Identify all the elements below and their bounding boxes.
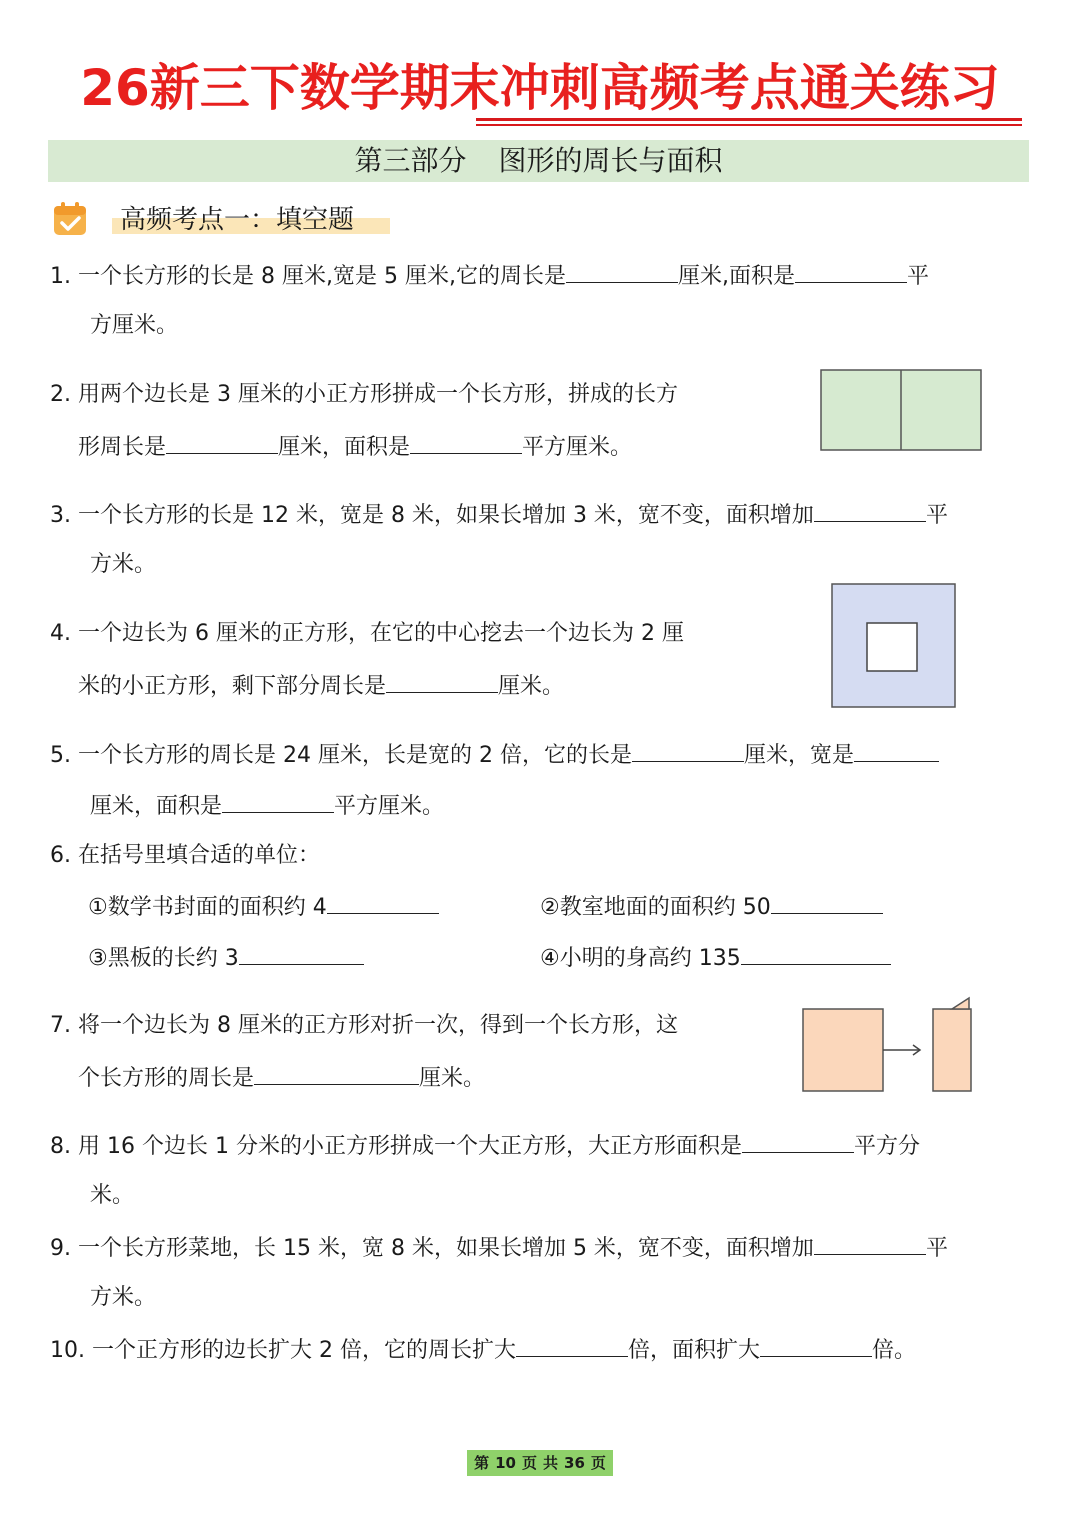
folding-square-figure bbox=[802, 994, 978, 1096]
answer-blank[interactable] bbox=[166, 431, 278, 454]
question-9-line-1: 9. 一个长方形菜地，长 15 米，宽 8 米，如果长增加 5 米，宽不变，面积增加 平 bbox=[50, 1232, 948, 1264]
answer-blank[interactable] bbox=[632, 739, 744, 762]
page-title bbox=[0, 52, 1080, 124]
question-1-line-2: 方厘米。 bbox=[90, 313, 179, 338]
question-10: 10. 一个正方形的边长扩大 2 倍，它的周长扩大 倍，面积扩大 倍。 bbox=[50, 1334, 916, 1366]
question-3-line-1: 3. 一个长方形的长是 12 米，宽是 8 米，如果长增加 3 米，宽不变，面积增加 平 bbox=[50, 499, 948, 531]
question-9-line-2: 方米。 bbox=[90, 1285, 157, 1310]
answer-blank[interactable] bbox=[741, 942, 891, 965]
current-page: 10 bbox=[495, 1454, 516, 1472]
question-6-item-1: ①数学书封面的面积约 4 bbox=[88, 891, 439, 923]
question-5-line-2: 厘米，面积是 平方厘米。 bbox=[90, 790, 444, 822]
question-4-line-2: 米的小正方形，剩下部分周长是 厘米。 bbox=[78, 670, 564, 702]
answer-blank[interactable] bbox=[760, 1334, 872, 1357]
question-2-line-1: 2. 用两个边长是 3 厘米的小正方形拼成一个长方形，拼成的长方 bbox=[50, 382, 678, 407]
answer-blank[interactable] bbox=[795, 260, 907, 283]
question-7-line-1: 7. 将一个边长为 8 厘米的正方形对折一次，得到一个长方形，这 bbox=[50, 1013, 678, 1038]
question-6-stem: 6. 在括号里填合适的单位： bbox=[50, 843, 320, 868]
question-8-line-2: 米。 bbox=[90, 1183, 135, 1208]
answer-blank[interactable] bbox=[254, 1062, 419, 1085]
answer-blank[interactable] bbox=[386, 670, 498, 693]
square-with-hole-figure bbox=[831, 583, 958, 710]
section-header bbox=[48, 140, 1029, 182]
answer-blank[interactable] bbox=[771, 891, 883, 914]
answer-blank[interactable] bbox=[327, 891, 439, 914]
answer-blank[interactable] bbox=[814, 1232, 926, 1255]
question-3-line-2: 方米。 bbox=[90, 552, 157, 577]
two-squares-figure bbox=[820, 369, 984, 453]
question-1-line-1: 1. 一个长方形的长是 8 厘米,宽是 5 厘米,它的周长是 厘米,面积是 平 bbox=[50, 260, 929, 292]
question-4-line-1: 4. 一个边长为 6 厘米的正方形，在它的中心挖去一个边长为 2 厘 bbox=[50, 621, 684, 646]
question-6-item-2: ②教室地面的面积约 50 bbox=[540, 891, 883, 923]
question-6-item-3: ③黑板的长约 3 bbox=[88, 942, 364, 974]
answer-blank[interactable] bbox=[566, 260, 678, 283]
calendar-check-icon bbox=[52, 201, 88, 237]
answer-blank[interactable] bbox=[516, 1334, 628, 1357]
answer-blank[interactable] bbox=[239, 942, 364, 965]
title-part-2: 期末冲刺高频考点通关练习 bbox=[399, 59, 1000, 117]
question-5-line-1: 5. 一个长方形的周长是 24 厘米，长是宽的 2 倍，它的长是 厘米，宽是 bbox=[50, 739, 939, 771]
answer-blank[interactable] bbox=[410, 431, 522, 454]
answer-blank[interactable] bbox=[814, 499, 926, 522]
page-number-badge: 第 10 页 共 36 页 bbox=[467, 1450, 613, 1476]
title-underline-second bbox=[476, 124, 1022, 126]
question-7-line-2: 个长方形的周长是 厘米。 bbox=[78, 1062, 485, 1094]
question-6-item-4: ④小明的身高约 135 bbox=[540, 942, 891, 974]
answer-blank[interactable] bbox=[854, 739, 939, 762]
answer-blank[interactable] bbox=[222, 790, 334, 813]
title-part-1: 26新三下数学 bbox=[80, 59, 400, 117]
answer-blank[interactable] bbox=[742, 1130, 854, 1153]
question-8-line-1: 8. 用 16 个边长 1 分米的小正方形拼成一个大正方形，大正方形面积是 平方分 bbox=[50, 1130, 920, 1162]
title-underline bbox=[476, 118, 1022, 121]
section-name: 图形的周长与面积 bbox=[498, 144, 723, 177]
question-2-line-2: 形周长是 厘米，面积是 平方厘米。 bbox=[78, 431, 632, 463]
topic-label: 高频考点一：填空题 bbox=[120, 205, 355, 235]
section-part: 第三部分 bbox=[354, 144, 467, 177]
total-pages: 36 bbox=[564, 1454, 585, 1472]
